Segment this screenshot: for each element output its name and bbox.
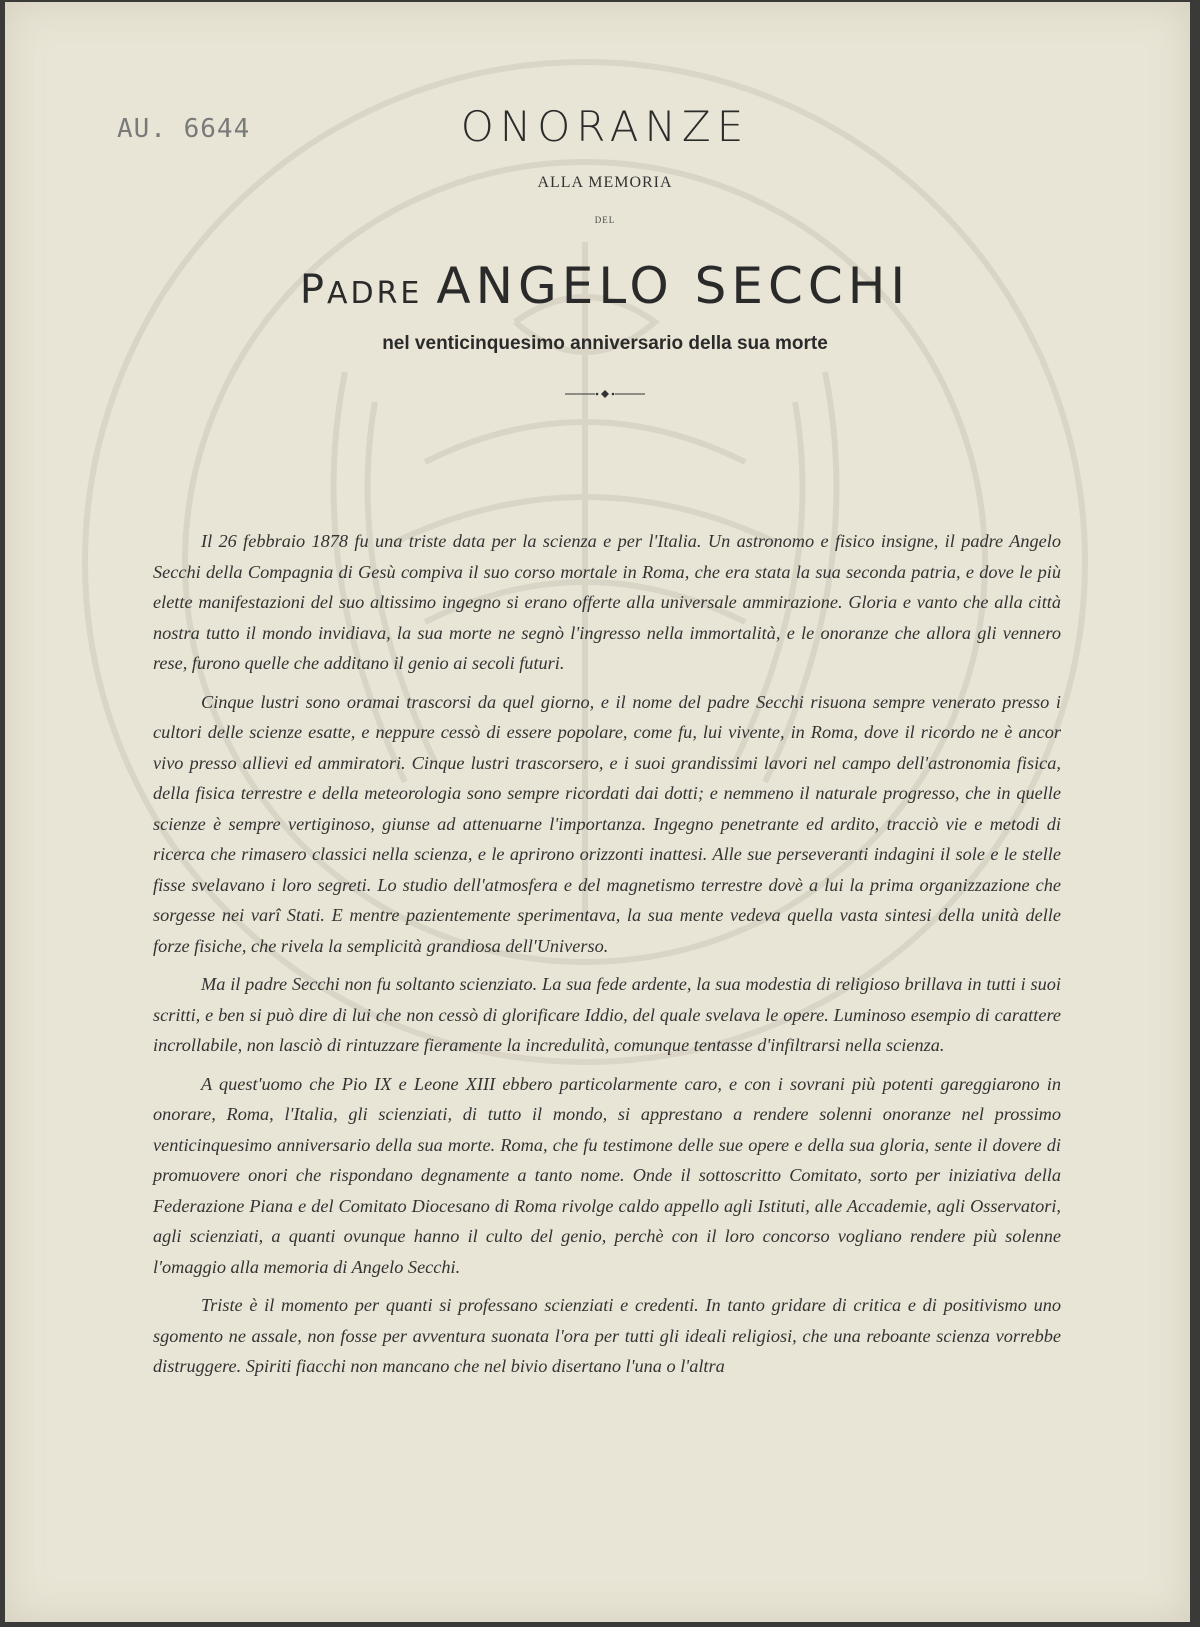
subtitle-alla-memoria: ALLA MEMORIA: [537, 174, 673, 191]
name-padre-initial: P: [299, 267, 327, 313]
paragraph: Triste è il momento per quanti si professano scienziati e credenti. In tanto gridare di critica e di positivismo uno sgomento ne assale, non fosse per avventura suonata l'ora per tutti gli ideali religiosi, che una reboante scienza vorrebbe distruggere. Spiriti fiacchi non mancano che nel bivio disertano l'una o l'altra: [153, 1295, 1061, 1376]
archive-mark: AU. 6644: [117, 114, 251, 144]
paragraph: Ma il padre Secchi non fu soltanto scienziato. La sua fede ardente, la sua modestia di religioso brillava in tutti i suoi scritti, e ben si può dire di lui che non cessò di glorificare Iddio, del quale svelava le opere. Luminoso esempio di carattere incrollabile, non lasciò di rintuzzare fieramente la incredulità, comunque tentasse d'infiltrarsi nella scienza.: [153, 974, 1061, 1055]
paragraph: A quest'uomo che Pio IX e Leone XIII ebbero particolarmente caro, e con i sovrani più potenti gareggiarono in onorare, Roma, l'Italia, gli scienziati, di tutto il mondo, si apprestano a rendere solenni onoranze nel prossimo venticinquesimo anniversario della sua morte. Roma, che fu testimone delle sue opere e della sua gloria, sente il dovere di promuovere onori che rispondano degnamente a tanto nome. Onde il sottoscritto Comitato, sorto per iniziativa della Federazione Piana e del Comitato Diocesano di Roma rivolge caldo appello agli Istituti, alle Accademie, agli Osservatori, agli scienziati, a quanti ovunque hanno il culto del genio, perchè con il loro concorso vogliano rendere più solenne l'omaggio alla memoria di Angelo Secchi.: [153, 1073, 1061, 1277]
name-full: ANGELO SECCHI: [436, 257, 911, 315]
paragraph: Il 26 febbraio 1878 fu una triste data per la scienza e per l'Italia. Un astronomo e fisico insigne, il padre Angelo Secchi della Compagnia di Gesù compiva il suo corso mortale in Roma, che era stata la sua seconda patria, e dove le più elette manifestazioni del suo altissimo ingegno si erano offerte alla universale ammirazione. Gloria e vanto che alla città nostra tutto il mondo invidiava, la sua morte ne segnò l'ingresso nella immortalità, e le onoranze che allora gli vennero rese, furono quelle che additano il genio ai secoli futuri.: [153, 531, 1061, 673]
document-page: [5, 2, 1190, 1622]
paragraph: Cinque lustri sono oramai trascorsi da quel giorno, e il nome del padre Secchi risuona sempre venerato presso i cultori delle scienze esatte, e neppure cessò di essere popolare, come fu, lui vivente, in Roma, dove il ricordo ne è ancor vivo presso allievi ed ammiratori. Cinque lustri trascorsero, e i suoi grandissimi lavori nel campo dell'astronomia fisica, della fisica terrestre e della meteorologia sono sempre ricordati dai dotti; e nemmeno il naturale progresso, che in quelle scienze è sempre vertiginoso, giunse ad attenuarne l'importanza. Ingegno penetrante ed ardito, tracciò vie e metodi di ricerca che rimasero classici nella scienza, e le aprirono orizzonti inattesi. Alle sue perseveranti indagini il sole e le stelle fisse svelavano i loro segreti. Lo studio dell'atmosfera e del magnetismo terrestre dovè a lui la prima organizzazione che sorgesse nei varî Stati. E mentre pazientemente sperimentava, la sua mente vedeva quella vasta sintesi della unità delle forze fisiche, che rivela la semplicità grandiosa dell'Universo.: [153, 691, 1061, 956]
subtitle-del: DEL: [594, 215, 616, 225]
name-padre-rest: ADRE: [326, 276, 423, 311]
body-text: [153, 526, 1061, 1390]
honoree-name: [5, 257, 1200, 315]
anniversary-subtitle: nel venticinquesimo anniversario della sua morte: [382, 333, 828, 354]
ornament-divider-icon: [565, 387, 645, 401]
page-title: ONORANZE: [460, 102, 750, 151]
